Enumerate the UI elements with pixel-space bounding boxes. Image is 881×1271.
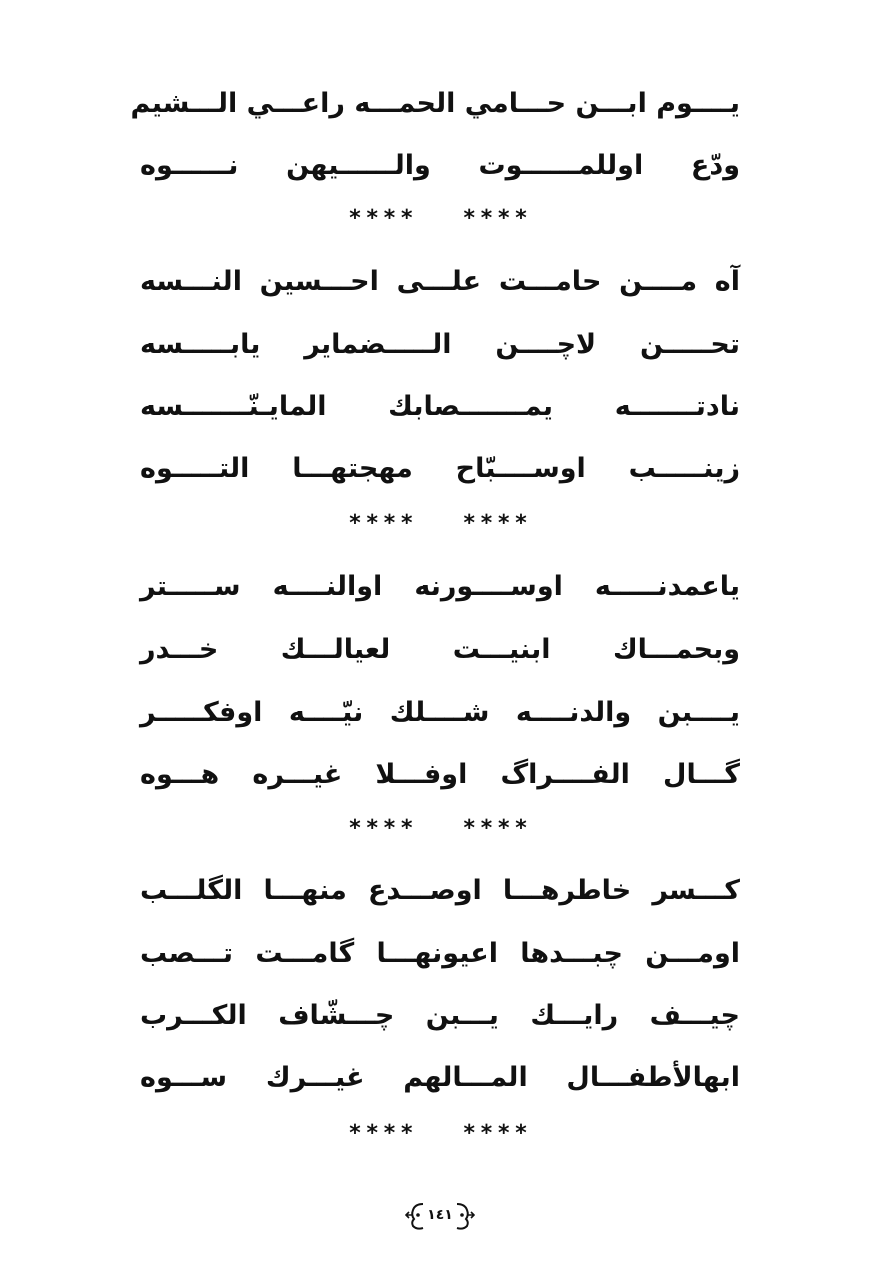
page-number	[405, 1198, 475, 1232]
poem-line: يــــوم ابـــن حـــامي الحمـــه راعـــي الـــشيم	[130, 88, 740, 119]
poem-line: گـــال الفــــراگ اوفـــلا غيـــره هـــوه	[140, 759, 740, 790]
poem-line: چيـــف رايـــك يـــبن چـــشّاف الكـــرب	[140, 1000, 740, 1031]
poem-line: ابهالأطفـــال المـــالهم غيـــرك ســـوه	[140, 1062, 740, 1093]
poem-line: نادتـــــــه يمـــــــصابك المايـنّـــــــسه	[140, 391, 740, 422]
stanza-separator: **** ****	[348, 1121, 532, 1146]
poem-line: كـــسر خاطرهـــا اوصـــدع منهـــا الگلـــب	[140, 875, 740, 906]
stanza-separator: **** ****	[348, 816, 532, 841]
poem-line: يــــبن والدنــــه شــــلك نيّــــه اوفكـــــر	[140, 697, 740, 728]
stanza-separator: **** ****	[348, 206, 532, 231]
poem-line: ياعمدنـــــه اوســــورنه اوالنــــه ســـــتر	[140, 571, 740, 602]
page-number-text: ١٤١	[427, 1207, 453, 1223]
poem-line: ودّع اوللمــــــوت والــــــيهن نــــــوه	[140, 150, 740, 181]
poem-line: وبحمـــاك ابنيـــت لعيالـــك خـــدر	[140, 634, 740, 665]
poem-line: آه مــــن حامـــت علـــى احـــسين النـــسه	[140, 266, 740, 297]
poem-line: زينـــــب اوســــبّاح مهجتهـــا التـــــوه	[140, 453, 740, 484]
poem-line: تحـــــن لاچــــن الـــــضماير يابـــــسه	[140, 329, 740, 360]
poem-line: اومـــن چبـــدها اعيونهـــا گامـــت تـــصب	[140, 938, 740, 969]
stanza-separator: **** ****	[348, 511, 532, 536]
